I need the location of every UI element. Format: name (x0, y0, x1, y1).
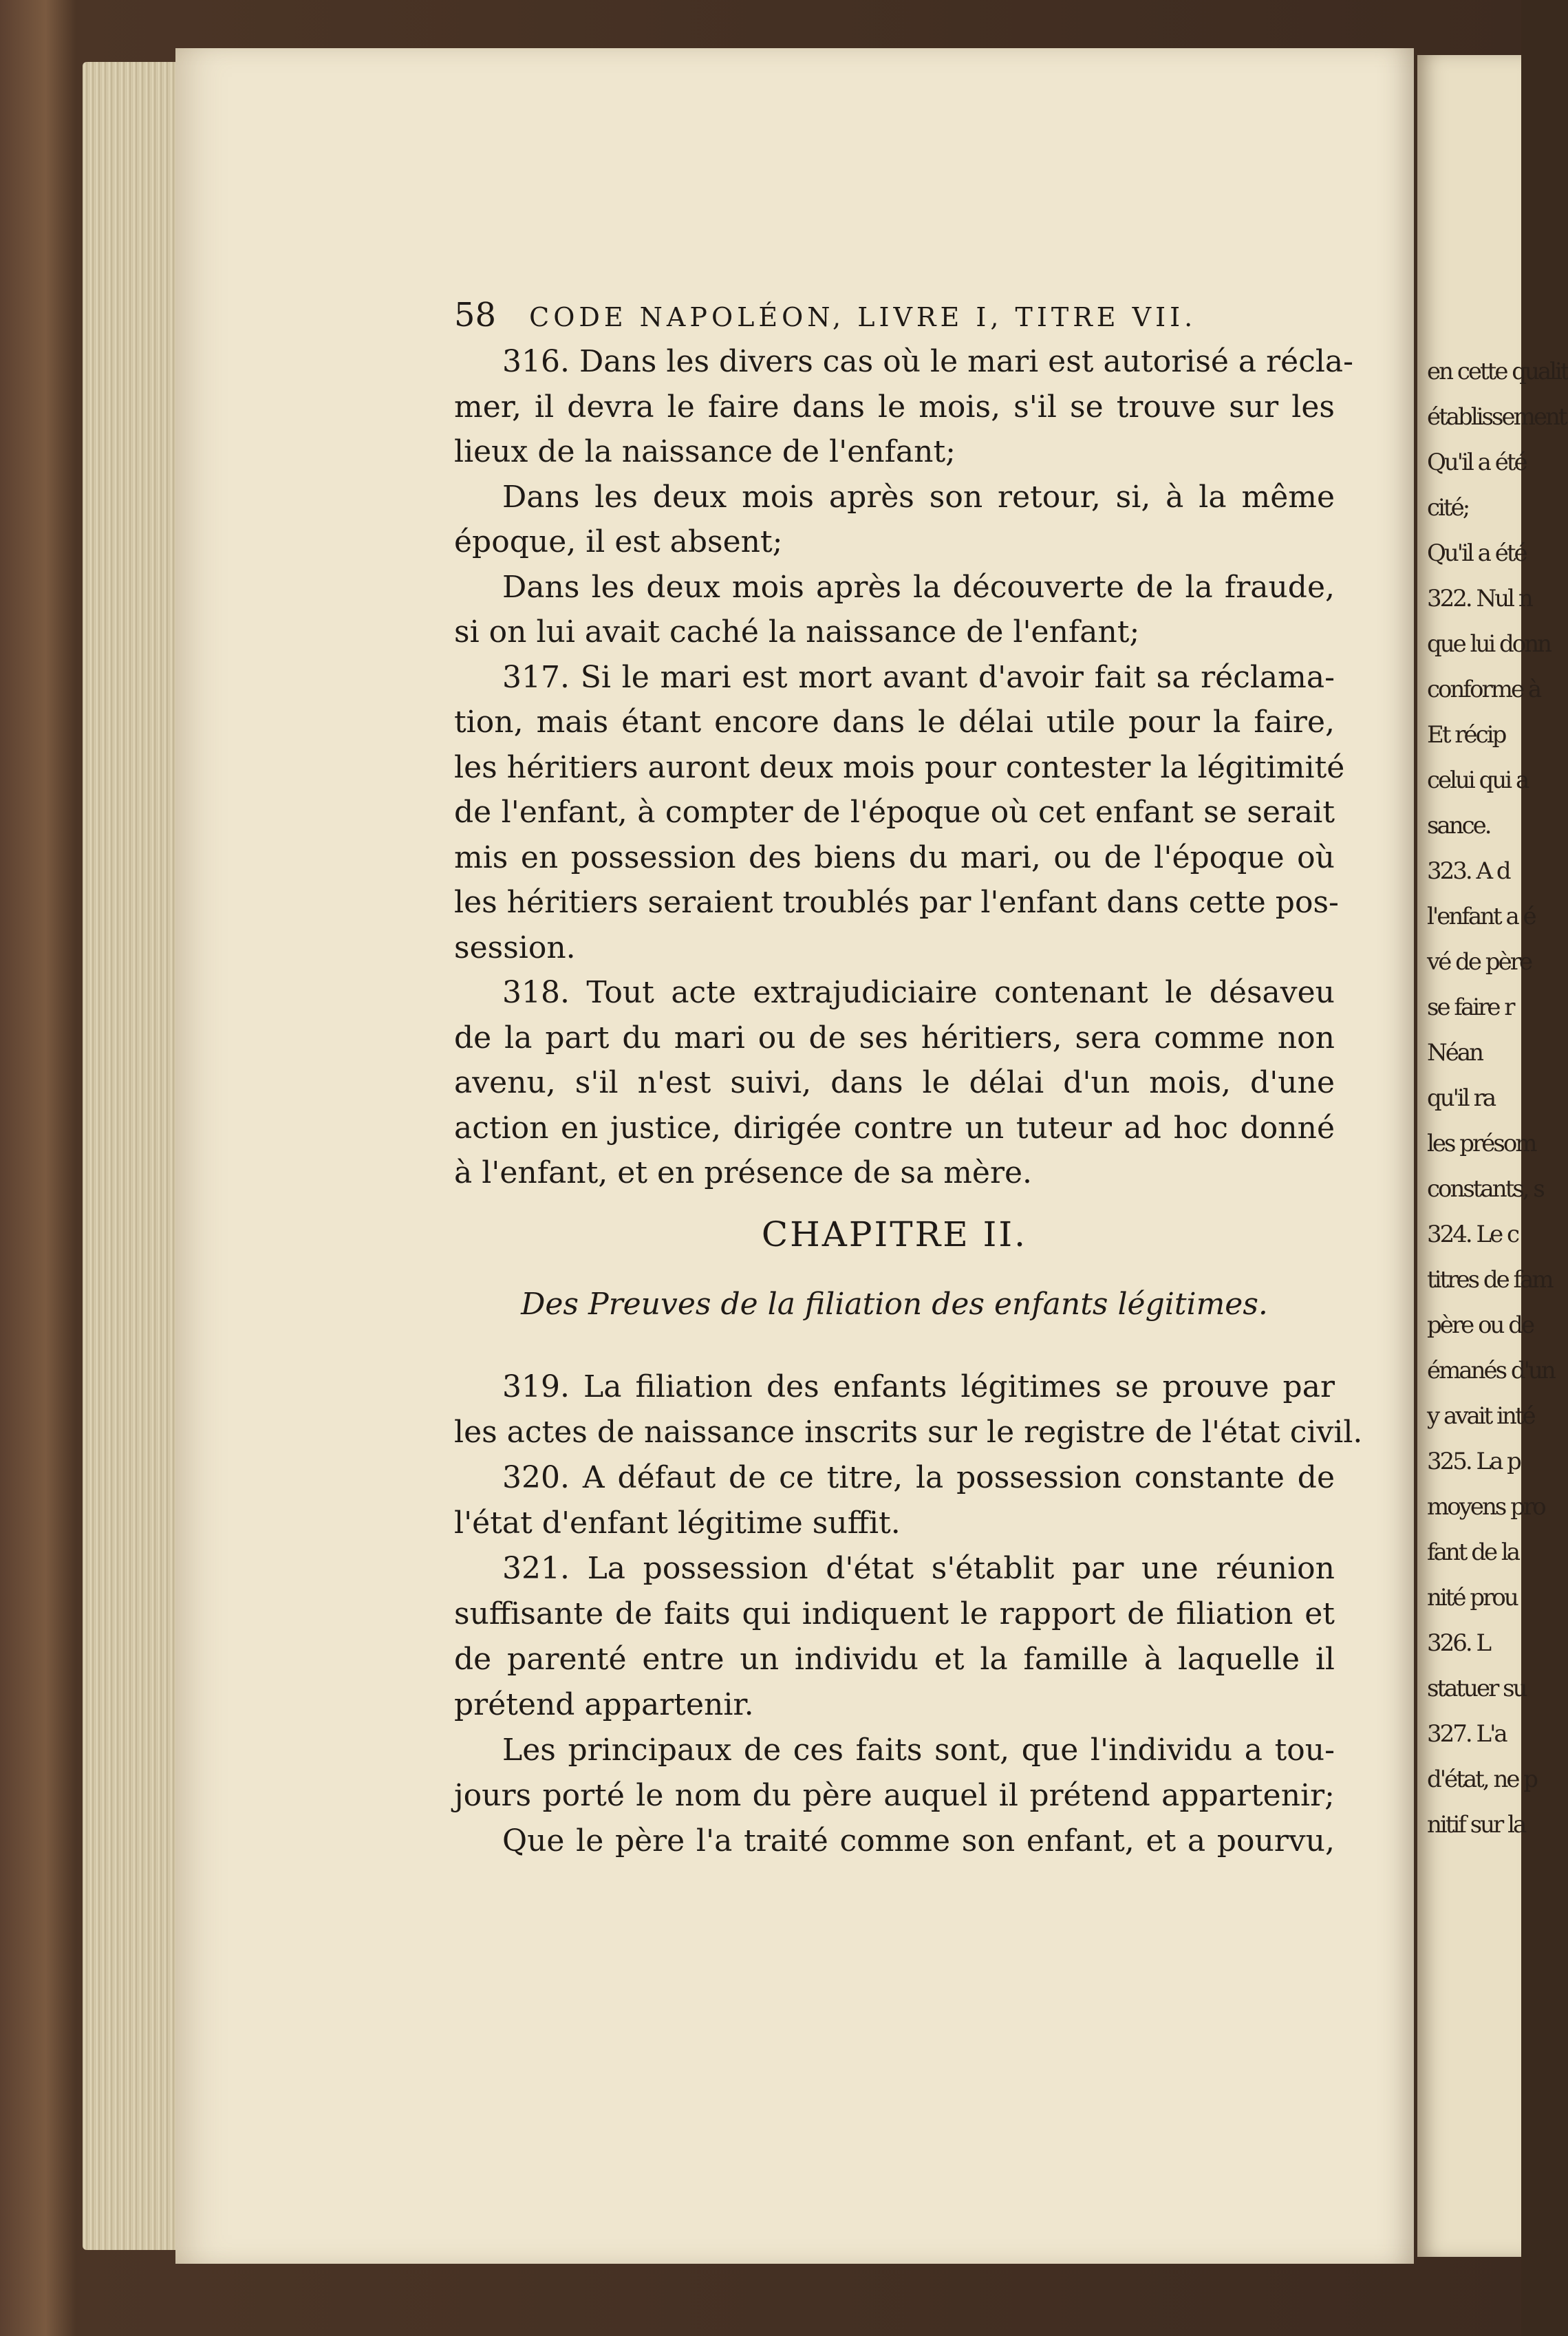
adjacent-page-fragment: l'enfant a é (1427, 903, 1535, 930)
text-line: mer, il devra le faire dans le mois, s'il se trouve sur les (454, 389, 1335, 425)
text-line: prétend appartenir. (454, 1687, 754, 1722)
adjacent-page-fragment: statuer su (1427, 1675, 1526, 1702)
text-line: 321. La possession d'état s'établit par une réunion (502, 1551, 1335, 1586)
adjacent-page-fragment: les présom (1427, 1130, 1536, 1157)
text-line: de la part du mari ou de ses héritiers, sera comme non (454, 1020, 1335, 1056)
adjacent-page-fragment: Qu'il a été (1427, 449, 1526, 476)
adjacent-page-fragment: en cette qualit (1427, 358, 1568, 385)
adjacent-page-fragment: 325. La p (1427, 1448, 1520, 1475)
text-line: session. (454, 930, 576, 965)
adjacent-page-fragment: cité; (1427, 494, 1469, 522)
adjacent-page-fragment: titres de fam (1427, 1266, 1552, 1294)
adjacent-page-fragment: vé de père (1427, 948, 1532, 976)
page-number: 58 (454, 296, 497, 334)
adjacent-page-fragment: sance. (1427, 812, 1490, 839)
book-page-edges (83, 62, 186, 2250)
text-line: les actes de naissance inscrits sur le registre de l'état civil. (454, 1415, 1363, 1450)
adjacent-page-fragment: Qu'il a été (1427, 539, 1526, 567)
adjacent-page-fragment: 322. Nul n (1427, 585, 1532, 612)
text-line: suffisante de faits qui indiquent le rapport de filiation et (454, 1596, 1335, 1631)
text-line: tion, mais étant encore dans le délai utile pour la faire, (454, 705, 1335, 740)
text-line: de parenté entre un individu et la famille à laquelle il (454, 1642, 1335, 1677)
adjacent-page-fragment: 327. L'a (1427, 1720, 1506, 1748)
adjacent-page-fragment: fant de la (1427, 1539, 1519, 1566)
adjacent-page-fragment: se faire r (1427, 994, 1514, 1021)
adjacent-page-fragment: qu'il ra (1427, 1084, 1495, 1112)
text-line: avenu, s'il n'est suivi, dans le délai d'un mois, d'une (454, 1065, 1335, 1100)
text-line: Les principaux de ces faits sont, que l'individu a tou- (502, 1733, 1335, 1768)
text-line: 317. Si le mari est mort avant d'avoir fait sa réclama- (502, 659, 1335, 695)
text-line: les héritiers auront deux mois pour contester la légitimité (454, 749, 1345, 785)
adjacent-page-fragment: 323. A d (1427, 857, 1510, 885)
adjacent-page-fragment: constants, s (1427, 1175, 1543, 1203)
adjacent-page-fragment: moyens pro (1427, 1493, 1545, 1521)
adjacent-page-fragment: y avait inté (1427, 1402, 1534, 1430)
text-line: époque, il est absent; (454, 524, 783, 559)
adjacent-page-edge (1417, 55, 1568, 2257)
text-line: mis en possession des biens du mari, ou de l'époque où (454, 839, 1335, 875)
text-line: action en justice, dirigée contre un tuteur ad hoc donné (454, 1110, 1335, 1146)
adjacent-page-fragment: nitif sur la (1427, 1811, 1525, 1839)
text-line: Dans les deux mois après son retour, si, à la même (502, 479, 1335, 515)
adjacent-page-fragment: émanés d'un (1427, 1357, 1554, 1384)
text-line: à l'enfant, et en présence de sa mère. (454, 1155, 1033, 1190)
running-header (454, 296, 1335, 334)
adjacent-page-fragment: conforme à (1427, 676, 1540, 703)
text-line: Dans les deux mois après la découverte de la fraude, (502, 569, 1335, 605)
adjacent-page-fragment: père ou de (1427, 1311, 1534, 1339)
chapter-title: CHAPITRE II. (761, 1214, 1028, 1254)
text-line: de l'enfant, à compter de l'époque où cet enfant se serait (454, 795, 1335, 830)
text-line: si on lui avait caché la naissance de l'enfant; (454, 614, 1140, 650)
text-line: lieux de la naissance de l'enfant; (454, 434, 956, 469)
text-line: 319. La filiation des enfants légitimes se prouve par (502, 1369, 1335, 1404)
adjacent-page-fragment: que lui donn (1427, 630, 1551, 658)
text-line: 318. Tout acte extrajudiciaire contenant le désaveu (502, 975, 1335, 1010)
adjacent-page-fragment: celui qui a (1427, 767, 1528, 794)
text-line: jours porté le nom du père auquel il prétend appartenir; (454, 1778, 1335, 1813)
adjacent-page-fragment: Et récip (1427, 721, 1505, 749)
adjacent-page-fragment: établissement (1427, 403, 1566, 431)
text-line: les héritiers seraient troublés par l'enfant dans cette pos- (454, 885, 1339, 920)
text-line: Que le père l'a traité comme son enfant, et a pourvu, (502, 1823, 1335, 1858)
text-line: l'état d'enfant légitime suffit. (454, 1505, 901, 1541)
adjacent-page-fragment: nité prou (1427, 1584, 1517, 1611)
text-line: 320. A défaut de ce titre, la possession constante de (502, 1460, 1335, 1495)
chapter-subtitle: Des Preuves de la filiation des enfants légitimes. (521, 1287, 1268, 1322)
adjacent-page-fragment: Néan (1427, 1039, 1483, 1067)
text-line: 316. Dans les divers cas où le mari est autorisé a récla- (502, 344, 1354, 379)
adjacent-page-fragment: d'état, ne p (1427, 1766, 1537, 1793)
adjacent-page-fragment: 324. Le c (1427, 1221, 1518, 1248)
running-title: CODE NAPOLÉON, LIVRE I, TITRE VII. (529, 302, 1197, 332)
adjacent-page-fragment: 326. L (1427, 1629, 1490, 1657)
